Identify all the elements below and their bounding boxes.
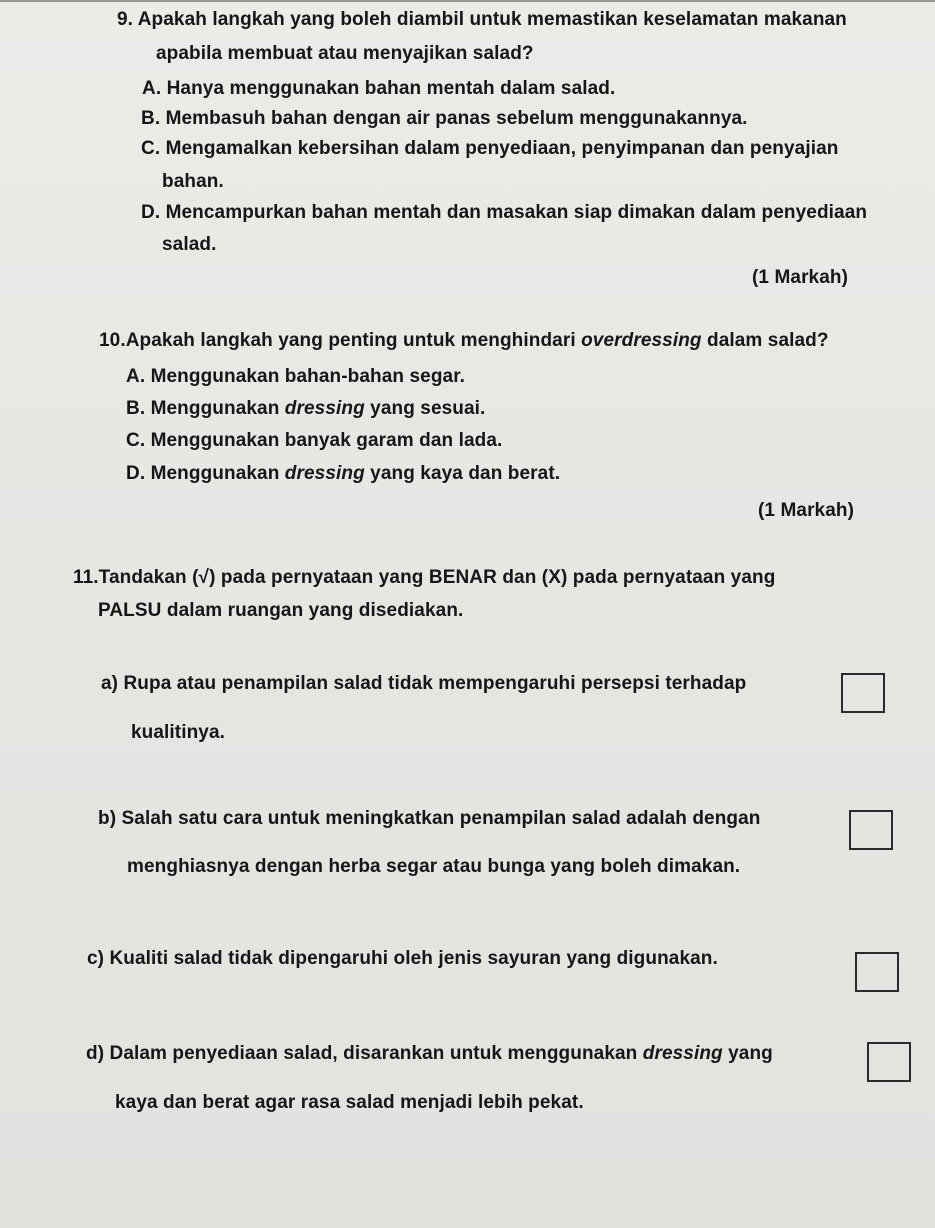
q9-option-d-line-1: D. Mencampurkan bahan mentah dan masakan siap dimakan dalam penyediaan — [141, 202, 868, 223]
q11-statement-a-line-1: a) Rupa atau penampilan salad tidak mempengaruhi persepsi terhadap — [101, 673, 747, 694]
q11-statement-a-line-2: kualitinya. — [131, 722, 226, 743]
q9-option-d-line-2: salad. — [162, 234, 217, 255]
q11-d-italic: dressing — [642, 1043, 723, 1064]
q9-option-a: A. Hanya menggunakan bahan mentah dalam salad. — [142, 78, 616, 99]
q11-d-prefix: d) Dalam penyediaan salad, disarankan untuk menggunakan — [86, 1043, 643, 1064]
answer-box-c[interactable] — [855, 952, 899, 992]
q10-option-b-suffix: yang sesuai. — [364, 398, 486, 419]
answer-box-b[interactable] — [849, 810, 893, 850]
q9-marks: (1 Markah) — [752, 267, 849, 288]
q11-statement-d-line-2: kaya dan berat agar rasa salad menjadi lebih pekat. — [115, 1092, 584, 1113]
q11-statement-c-line-1: c) Kualiti salad tidak dipengaruhi oleh jenis sayuran yang digunakan. — [87, 948, 718, 969]
q11-d-suffix: yang — [722, 1043, 773, 1064]
top-rule — [0, 0, 935, 2]
q11-statement-d-line-1 — [86, 1043, 773, 1065]
q9-option-b: B. Membasuh bahan dengan air panas sebelum menggunakannya. — [141, 108, 748, 129]
q10-stem-prefix: 10.Apakah langkah yang penting untuk menghindari — [99, 330, 582, 351]
q10-stem-italic: overdressing — [581, 330, 702, 351]
q10-marks: (1 Markah) — [758, 500, 855, 521]
q10-option-d — [126, 463, 560, 485]
q10-option-b — [126, 398, 485, 420]
q10-option-c: C. Menggunakan banyak garam dan lada. — [126, 430, 503, 451]
q10-option-d-suffix: yang kaya dan berat. — [364, 463, 561, 484]
q10-stem — [99, 330, 829, 352]
q10-option-d-prefix: D. Menggunakan — [126, 463, 285, 484]
q9-option-c-line-2: bahan. — [162, 171, 224, 192]
q9-option-c-line-1: C. Mengamalkan kebersihan dalam penyediaan, penyimpanan dan penyajian — [141, 138, 839, 159]
q10-stem-suffix: dalam salad? — [701, 330, 829, 351]
q10-option-b-italic: dressing — [284, 398, 365, 419]
q11-stem-line-1: 11.Tandakan (√) pada pernyataan yang BENAR dan (X) pada pernyataan yang — [73, 567, 776, 588]
q11-stem-line-2: PALSU dalam ruangan yang disediakan. — [98, 600, 464, 621]
q10-option-a: A. Menggunakan bahan-bahan segar. — [126, 366, 466, 387]
answer-box-d[interactable] — [867, 1042, 911, 1082]
q9-stem-line-2: apabila membuat atau menyajikan salad? — [156, 43, 534, 64]
q11-statement-b-line-1: b) Salah satu cara untuk meningkatkan penampilan salad adalah dengan — [98, 808, 761, 829]
answer-box-a[interactable] — [841, 673, 885, 713]
q10-option-d-italic: dressing — [284, 463, 365, 484]
q11-statement-b-line-2: menghiasnya dengan herba segar atau bunga yang boleh dimakan. — [127, 856, 741, 877]
q10-option-b-prefix: B. Menggunakan — [126, 398, 285, 419]
q9-stem-line-1: 9. Apakah langkah yang boleh diambil untuk memastikan keselamatan makanan — [117, 9, 847, 30]
